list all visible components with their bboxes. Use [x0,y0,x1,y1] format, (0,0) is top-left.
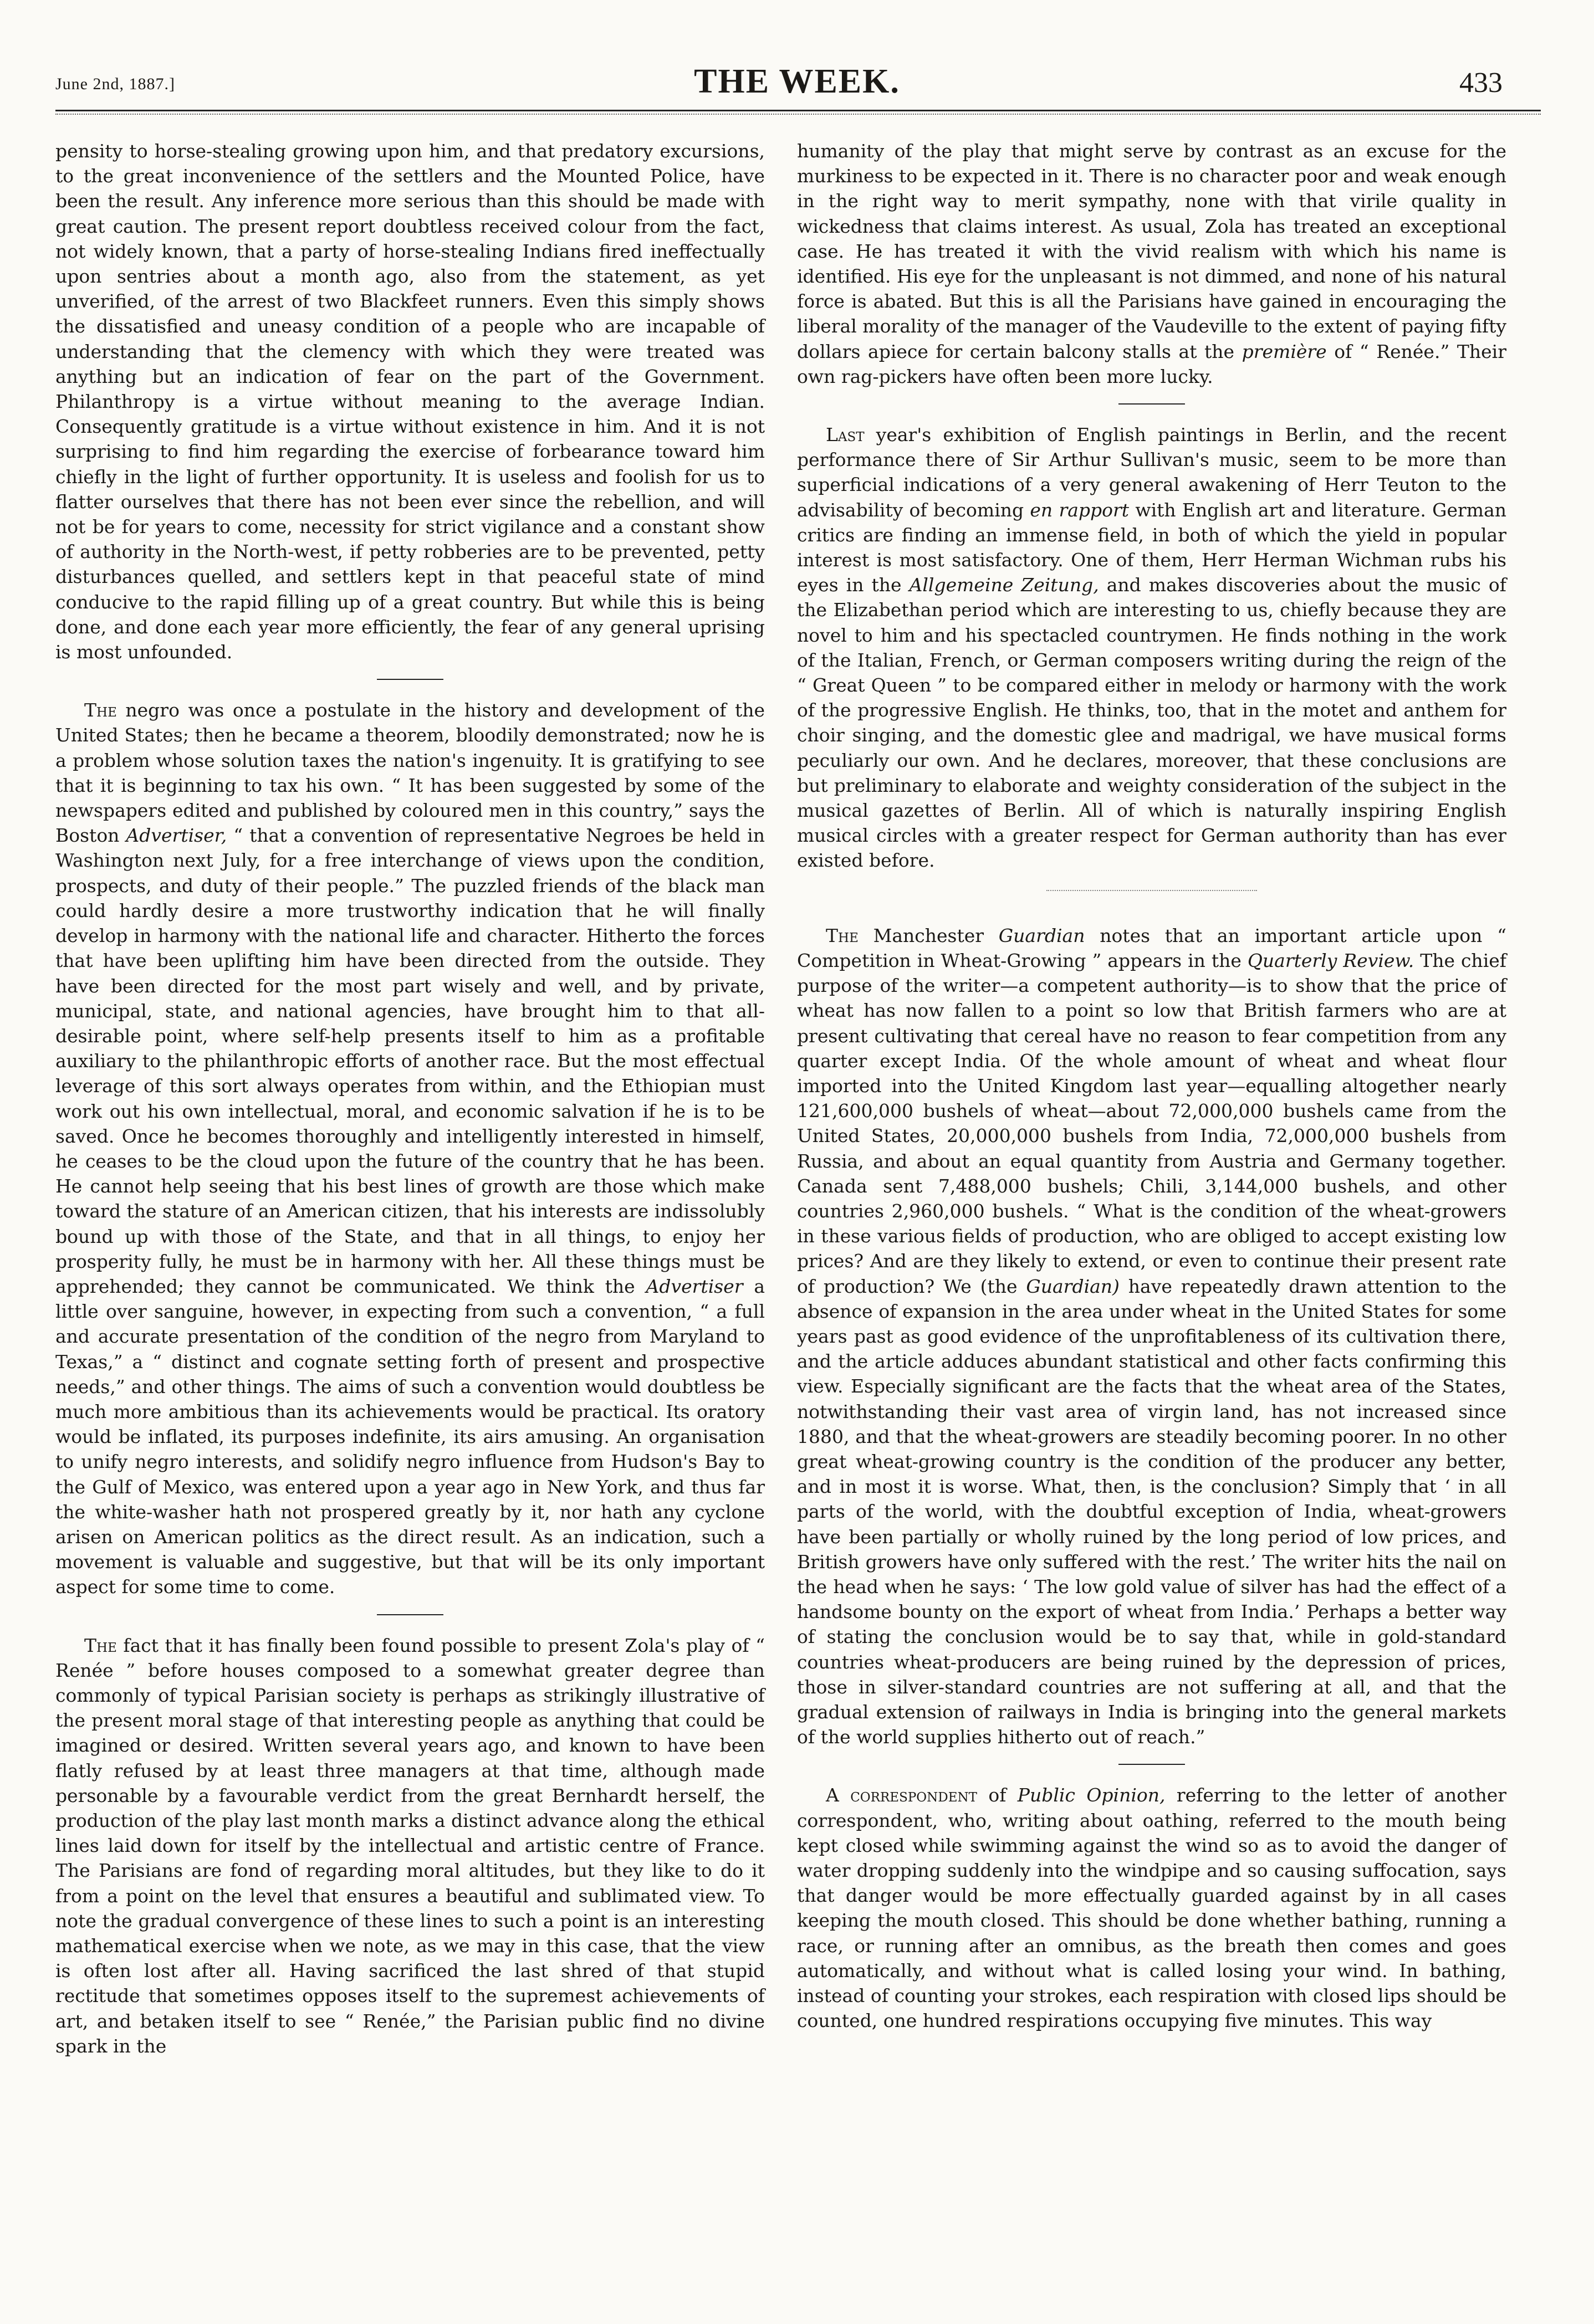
publication-name: Public Opinion, [1017,1784,1166,1806]
section-divider [377,1614,443,1615]
lead-word: The [826,924,859,946]
section-divider [1118,403,1185,405]
article-indian-unrest-continued: pensity to horse-stealing growing upon him, and that predatory excursions, to the great inconvenience of the settlers and the Mounted Police, have been the result. Any inference more serious than this should be made with great caution. The present report doubtless received colour from the fact, not widely known, that a party of horse-stealing Indians fired ineffectually upon sentries about a month ago, also from the statement, as yet unverified, of the arrest of two Blackfeet runners. Even this simply shows the dissatisfied and uneasy condition of a people who are incapable of understanding that the clemency with which they were treated was anything but an indication of fear on the part of the Government. Philanthropy is a virtue without meaning to the average Indian. Consequently gratitude is a virtue without existence in him. And it is not surprising to find him regarding the exercise of forbearance toward him chiefly in the light of further opportunity. It is useless and foolish for us to flatter ourselves that there has not been ever since the rebellion, and will not be for years to come, necessity for strict vigilance and a constant show of authority in the North-west, if petty robberies are to be prevented, petty disturbances quelled, and settlers kept in that peaceful state of mind conducive to the rapid filling up of a great country. But while this is being done, and done each year more efficiently, the fear of any general uprising is most unfounded. [55,140,765,663]
section-divider [1046,890,1257,891]
lead-word: Last [826,424,865,446]
article-negro-convention: The negro was once a postulate in the history and development of the United States; then he became a theorem, bloodily demonstrated; now he is a problem whose solution taxes the nation's ingenuity. It is gratifying to see that it is beginning to tax his own. “ It has been suggested by some of the newspapers edited and published by coloured men in this country,” says the Boston Advertiser, “ that a convention of representative Negroes be held in Washington next July, for a free interchange of views upon the condition, prospects, and duty of their people.” The puzzled friends of the black man could hardly desire a more trustworthy indication that he will finally develop in harmony with the national life and character. Hitherto the forces that have been uplifting him have been directed from the outside. They have been directed for the most part wisely and well, and by private, municipal, state, and national agencies, have brought him to that all-desirable point, where self-help presents itself to him as a profitable auxiliary to the philanthropic efforts of another race. But the most effectual leverage of this sort always operates from within, and the Ethiopian must work out his own intellectual, moral, and economic salvation if he is to be saved. Once he becomes thoroughly and intelligently interested in himself, he ceases to be the cloud upon the future of the country that he has been. He cannot help seeing that his best lines of growth are those which make toward the stature of an American citizen, that his interests are indissolubly bound up with those of the State, and that in all things, to enjoy her prosperity fully, he must be in harmony with her. All these things must be apprehended; they cannot be communicated. We think the Advertiser a little over sanguine, however, in expecting from such a convention, “ a full and accurate presentation of the condition of the negro from Maryland to Texas,” a “ distinct and cognate setting forth of present and prospective needs,” and other things. The aims of such a convention would doubtless be much more ambitious than its achievements would be practical. Its oratory would be inflated, its purposes indefinite, its airs amusing. An organisation to unify negro interests, and solidify negro influence from Hudson's Bay to the Gulf of Mexico, was entered upon a year ago in New York, and thus far the white-washer hath not prospered greatly by it, nor hath any cyclone arisen on American politics as the direct result. As an indication, such a movement is valuable and suggestive, but that will be its only important aspect for some time to come. [55,699,765,1598]
article-wheat-growing: The Manchester Guardian notes that an important article upon “ Competition in Wheat-Growing ” appears in the Quarterly Review. The chief purpose of the writer—a competent authority—is to show that the price of wheat has now fallen to a point so low that British farmers who are at present cultivating that cereal have no reason to fear competition from any quarter except India. Of the whole amount of wheat and wheat flour imported into the United Kingdom last year—equalling altogether nearly 121,600,000 bushels of wheat—about 72,000,000 bushels came from the United States, 20,000,000 bushels from India, 72,000,000 bushels from Russia, and about an equal quantity from Austria and Germany together. Canada sent 7,488,000 bushels; Chili, 3,144,000 bushels, and other countries 2,960,000 bushels. “ What is the condition of the wheat-growers in these various fields of production, who are obliged to accept existing low prices? And are they likely to extend, or even to continue their present rate of production? We (the Guardian) have repeatedly drawn attention to the absence of expansion in the area under wheat in the United States for some years past as good evidence of the unprofitableness of its cultivation there, and the article adduces abundant statistical and other facts confirming this view. Especially significant are the facts that the wheat area of the States, notwithstanding their vast area of virgin land, has not increased since 1880, and that the wheat-growers are steadily becoming poorer. In no other great wheat-growing country is the condition of the producer any better, and in most it is worse. What, then, is the conclusion? Simply that ‘ in all parts of the world, with the doubtful exception of India, wheat-growers have been partially or wholly ruined by the long period of low prices, and British growers have only suffered with the rest.’ The writer hits the nail on the head when he says: ‘ The low gold value of silver has had the effect of a handsome bounty on the export of wheat from India.’ Perhaps a better way of stating the conclusion would be to say that, while in gold-standard countries wheat-producers are being ruined by the depression of prices, those in silver-standard countries are not suffering at all, and that the gradual extension of railways in India is bringing into the general markets of the world supplies hitherto out of reach.” [797,924,1507,1748]
article-breathing-correspondent: A correspondent of Public Opinion, referring to the letter of another correspondent, who, writing about oathing, referred to the mouth being kept closed while swimming against the wind so as to avoid the danger of water dropping suddenly into the windpipe and so causing suffocation, says that danger would be more effectually guarded against by in all cases keeping the mouth closed. This should be done whether bathing, running a race, or running after an omnibus, as the breath then comes and goes automatically, and without what is called losing your wind. In bathing, instead of counting your strokes, each respiration with closed lips should be counted, one hundred respirations occupying five minutes. This way [797,1784,1506,2032]
article-zola-renee: The fact that it has finally been found possible to present Zola's play of “ Renée ” before houses composed to a somewhat greater degree than commonly of typical Parisian society is perhaps as strikingly illustrative of the present moral stage of that interesting people as anything that could be imagined or desired. Written several years ago, and known to have been flatly refused by at least three managers at that time, although made personable by a favourable verdict from the great Bernhardt herself, the production of the play last month marks a distinct advance along the ethical lines laid down for itself by the intellectual and artistic centre of France. The Parisians are fond of regarding moral altitudes, but they like to do it from a point on the level that ensures a beautiful and sublimated view. To note the gradual convergence of these lines to such a point is an interesting mathematical exercise when we note, as we may in this case, that the view is often lost after all. Having sacrificed the last shred of that stupid rectitude that sometimes opposes itself to the supremest achievements of art, and betaken itself to see “ Renée,” the Parisian public find no divine spark in the [55,1634,765,2057]
publication-name: Advertiser, [126,825,227,847]
lead-word: The [84,699,117,721]
page-number: 433 [1459,67,1503,99]
section-divider [377,679,443,680]
article-zola-renee-continued: humanity of the play that might serve by contrast as an excuse for the murkiness to be expected in it. There is no character poor and weak enough in the right way to merit sympathy, none with that virile quality in wickedness that claims interest. As usual, Zola has treated an exceptional case. He has treated it with the vivid realism with which his name is identified. His eye for the unpleasant is not dimmed, and none of his natural force is abated. But this is all the Parisians have gained in encouraging the liberal morality of the manager of the Vaudeville to the extent of paying fifty dollars apiece for certain balcony stalls at the première of “ Renée.” Their own rag-pickers have often been more lucky. [797,140,1507,387]
section-divider [1118,1764,1185,1765]
lead-word: A correspondent [826,1784,977,1806]
publication-name: Allgemeine Zeitung, [909,574,1099,596]
article-english-art-berlin: Last year's exhibition of English paintings in Berlin, and the recent performance there of Sir Arthur Sullivan's music, seem to be more than superficial indications of a very general awakening of Herr Teuton to the advisability of becoming en rapport with English art and literature. German critics are finding an immense field, in both of which the yield in popular interest is most satisfactory. One of them, Herr Herman Wichman rubs his eyes in the Allgemeine Zeitung, and makes discoveries about the music of the Elizabethan period which are interesting to us, chiefly because they are novel to him and his spectacled countrymen. He finds nothing in the work of the Italian, French, or German composers writing during the reign of the “ Great Queen ” to be compared either in melody or harmony with the work of the progressive English. He thinks, too, that in the motet and anthem for choir singing, and the domestic glee and madrigal, we have musical forms peculiarly our own. And he declares, moreover, that these conclusions are but preliminary to elaborate and weighty consideration of the subject in the musical gazettes of Berlin. All of which is naturally inspiring English musical circles with a greater respect for German authority than has ever existed before. [797,424,1507,872]
issue-date: June 2nd, 1887.] [55,75,175,93]
left-column [55,139,765,2059]
publication-name: Quarterly Review. [1247,949,1414,971]
header-rule [55,110,1541,115]
publication-name: Advertiser [646,1275,743,1297]
masthead-title: THE WEEK. [694,63,900,100]
publication-name: Guardian [998,924,1085,946]
publication-name: Guardian) [1026,1275,1120,1297]
right-column [797,139,1506,2033]
lead-word: The [84,1634,117,1656]
